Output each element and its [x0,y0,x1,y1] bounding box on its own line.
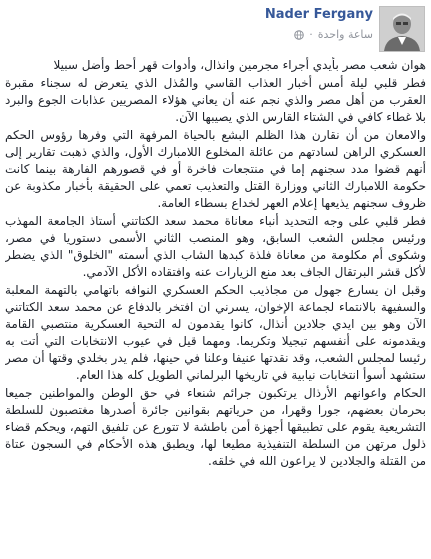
post-body [5,57,426,559]
author-name[interactable]: Nader Fergany [264,7,373,22]
post-paragraph: هوان شعب مصر بأيدي أجراء مجرمين وانذال، وأدوات قهر أحط وأضل سبيلا [53,58,426,72]
post-paragraph: فطر قلبي ليلة أمس أخبار العذاب القاسي والمُذل الذي يتعرض له سجناء مقبرة العقرب من أهل مصر والذي نجم عنه أن يعاني هؤلاء المصريين عذابات الجوع والبرد بلا غطاء كافي في الشتاء القارس الذي يصيبها الآن. [5,76,426,124]
post-timestamp[interactable]: ساعة واحدة [317,28,373,41]
post-paragraph: والامعان من أن نقارن هذا الظلم البشع بالحياة المرفهة التي وفرها رؤوس الحكم العسكري الراهن لسادتهم من عائلة المخلوع اللامبارك الأول، والذي ذهبت تقارير إلى أنهم قضوا مدد سجنهم إما في منتجعات فاخرة أو في قصورهم الفارهة بينما كانت حكومة اللامبارك الثاني ووزارة القتل والتعذيب تعمي على الحقيقة بأخبار مكذوبة عن ظروف سجنهم يذيعها إعلام العهر لخداع بسطاء العامة. [5,128,426,210]
meta-separator: · [309,28,313,41]
post-paragraph: فطر قلبي على وجه التحديد أنباء معاناة محمد سعد الكتاتني أستاذ الجامعة المهذب ورئيس مجلس الشعب السابق، وهو المنصب الثاني الأسمى دستوريا في مصر، وشكوى أم مكلومة من معاناة فلذة كبدها الشاب الذي أسمته "الخلوق" الذي يضطر لأكل قشر البرتقال الجاف بعد منع الزيارات عنه وافتقاده الأكل الآدمي. [5,214,426,279]
post-meta [294,28,373,41]
post-paragraph: وقبل ان يسارع جهول من مجاذيب الحكم العسكري النوافه باتهامي بالتهمة المعلبة والسفيهة بالانتماء لجماعة الإخوان، يسرني ان افتخر بالدفاع عن محمد سعد الكتاتني الآن وهو بين ايدي جلادين أنذال، كانوا يقدمون له التحية العسكرية منتصبي القامة ويقدمونه على أنفسهم تبجيلا وتكريما. ومهما قيل في عيوب الانتخابات التي أتت به رئيسا لمجلس الشعب، وقد نقدتها عنيفا وعلنا في حينها، فلم يدر بخلدي وقتها أن مصر ستشهد أسوأ انتخابات نيابية في تاريخها البرلماني الطويل كله هذا العام. [5,283,426,382]
author-avatar[interactable] [379,6,425,52]
post-header [0,0,431,56]
avatar-photo-icon [380,7,424,51]
globe-icon[interactable] [294,30,304,40]
post-paragraph: الحكام واعوانهم الأرذال يرتكبون جرائم شنعاء في حق الوطن والمواطنين جميعا بحرمان بعضهم، جورا وقهرا، من حرياتهم بقوانين جائرة أصدرها مغتصبون للسلطة التشريعية يقوم على تطبيقها أجهزة أمن باطشة لا تتورع عن تلفيق التهم، ويحكم قضاء ذلول مرتهن من السلطة التنفيذية مطيعا لها، ويطبق هذه الأحكام في السجون عتاة من القتلة والجلادين لا يراعون الله في خلقه. [5,386,426,468]
